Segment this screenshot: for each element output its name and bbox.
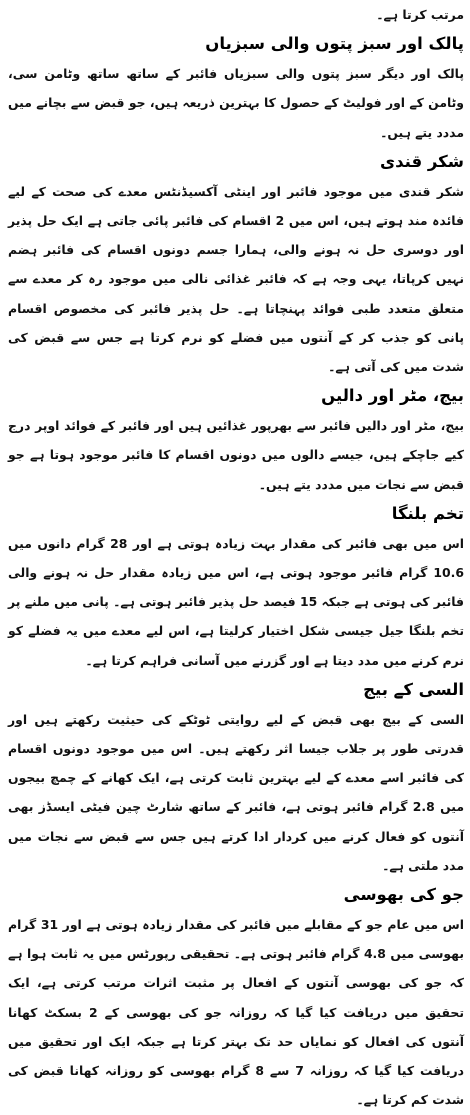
heading-oat-bran: جو کی بھوسی bbox=[343, 885, 464, 905]
intro-tail: مرتب کرتا ہے۔ bbox=[376, 7, 464, 22]
paragraph-basil-seeds: اس میں بھی فائبر کی مقدار بہت زیادہ ہوتی ہے اور 28 گرام دانوں میں 10.6 گرام فائبر موجود ہوتی ہے، اس میں زیادہ مقدار حل نہ ہونے والی فائبر کی ہوتی ہے جبکہ 15 فیصد حل پذیر فائبر ہوتی ہے۔ پانی میں ملنے پر تخم بلنگا جیل جیسی شکل اختیار کرلیتا ہے، اس لیے معدے میں یہ فضلے کو نرم کرنے میں مدد دیتا ہے اور گزرنے میں آسانی فراہم کرتا ہے۔ bbox=[8, 535, 464, 668]
heading-flax-seeds: السی کے بیج bbox=[363, 679, 464, 699]
paragraph-oat-bran: اس میں عام جو کے مقابلے میں فائبر کی مقدار زیادہ ہوتی ہے اور 31 گرام بھوسی میں 4.8 گرام فائبر ہوتی ہے۔ تحقیقی رپورٹس میں یہ ثابت ہوا ہے کہ جو کی بھوسی آنتوں کے افعال پر مثبت اثرات مرتب کرتی ہے، ایک تحقیق میں دریافت کیا گیا کہ روزانہ جو کی بھوسی کے 2 بسکٹ کھانا آنتوں کی افعال کو نمایاں حد تک بہتر کرتا ہے جبکہ ایک اور تحقیق میں دریافت کیا گیا کہ روزانہ 7 سے 8 گرام بھوسی کو روزانہ کھانا قبض کی شدت کم کرتا ہے۔ bbox=[8, 917, 465, 1108]
heading-spinach: پالک اور سبز پتوں والی سبزیاں bbox=[205, 34, 464, 54]
paragraph-spinach: پالک اور دیگر سبز پتوں والی سبزیاں فائبر کے ساتھ ساتھ وٹامن سی، وٹامن کے اور فولیٹ کے حصول کا بہترین ذریعہ ہیں، جو قبض سے بچانے میں مددد یتے ہیں۔ bbox=[8, 66, 464, 140]
heading-sweet-potato: شکر قندی bbox=[379, 151, 464, 171]
heading-basil-seeds: تخم بلنگا bbox=[391, 503, 464, 523]
paragraph-flax-seeds: السی کے بیج بھی قبض کے لیے روایتی ٹوٹکے کی حیثیت رکھتے ہیں اور قدرتی طور پر جلاب جیسا اثر رکھتے ہیں۔ اس میں موجود دونوں اقسام کی فائبر اسے معدے کے لیے بہترین ثابت کرتی ہے، ایک کھانے کے چمچ بیجوں میں 2.8 گرام فائبر ہوتی ہے، فائبر کے ساتھ شارٹ چین فیٹی ایسڈز بھی آنتوں کو فعال کرنے میں کردار ادا کرتے ہیں جس سے قبض سے نجات میں مدد ملتی ہے۔ bbox=[8, 711, 464, 873]
heading-seeds-peas-lentils: بیج، مٹر اور دالیں bbox=[321, 386, 464, 406]
paragraph-seeds-peas-lentils: بیج، مٹر اور دالیں فائبر سے بھرپور غذائیں ہیں اور فائبر کے فوائد اوپر درج کیے جاچکے ہیں، جیسے دالوں میں دونوں اقسام کا فائبر موجود ہوتا ہے جو قبض سے نجات میں مددد یتے ہیں۔ bbox=[8, 418, 464, 492]
paragraph-sweet-potato: شکر قندی میں موجود فائبر اور اینٹی آکسیڈنٹس معدے کی صحت کے لیے فائدہ مند ہوتے ہیں، اس میں 2 اقسام کی فائبر پائی جاتی ہے ایک حل پذیر اور دوسری حل نہ ہونے والی، ہمارا جسم دونوں اقسام کی فائبر ہضم نہیں کرپاتا، یہی وجہ ہے کہ فائبر غذائی نالی میں موجود رہ کر معدے سے متعلق متعدد طبی فوائد پہنچاتا ہے۔ حل پذیر فائبر کی مخصوص اقسام پانی کو جذب کر کے آنتوں میں فضلے کو نرم کرتا ہے جس سے قبض کی شدت میں کی آتی ہے۔ bbox=[8, 183, 465, 375]
